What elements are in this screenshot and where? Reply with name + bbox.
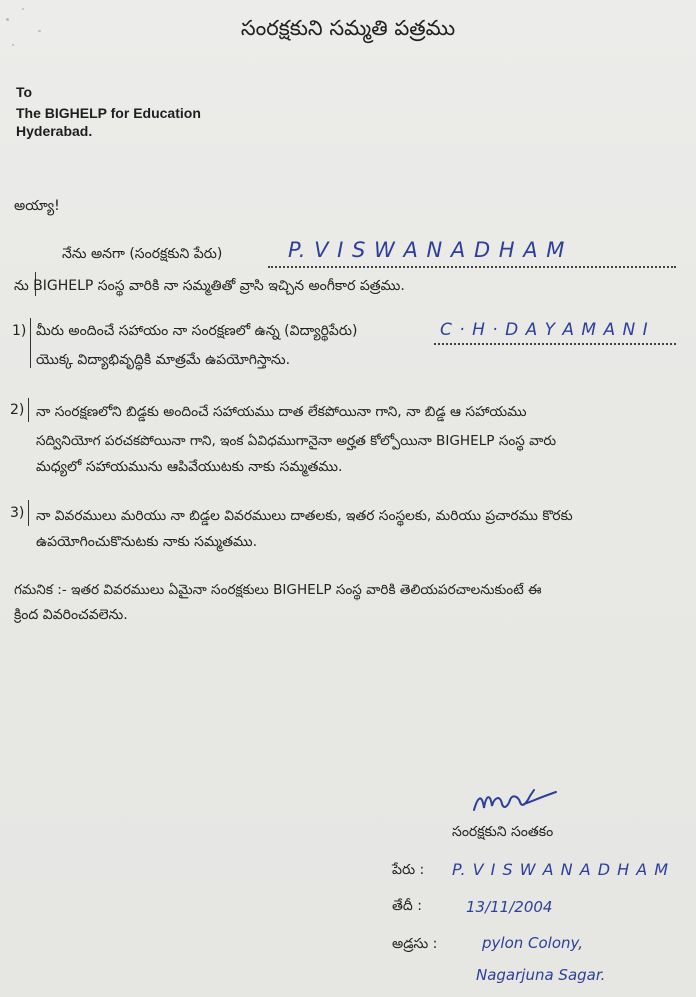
guardian-signature [468,784,564,816]
signature-label: సంరక్షకుని సంతకం [452,824,554,840]
address-line-2: Nagarjuna Sagar. [476,966,606,984]
address-line-1: pylon Colony, [482,934,584,952]
clause-1-line-2: యొక్క విద్యాభివృద్ధికి మాత్రమే ఉపయోగిస్తాను. [36,352,291,368]
recipient-org: The BIGHELP for Education [16,105,201,121]
guardian-name-value: P. V I S W A N A D H A M [288,238,566,262]
clause-1-line-1: మీరు అందించే సహాయం నా సంరక్షణలో ఉన్న (విద్యార్థిపేరు) [36,323,358,339]
student-name-line [434,343,676,345]
date-label: తేదీ : [392,898,422,914]
note-line-1: గమనిక :- ఇతర వివరములు ఏమైనా సంరక్షకులు BIGHELP సంస్థ వారికి తెలియపరచాలనుకుంటే ఈ [14,582,542,598]
note-line-2: క్రింద వివరించవలెను. [14,607,128,623]
recipient-to: To [16,84,33,100]
clause-2-number: 2) [10,402,25,418]
clause-2-bracket [28,398,29,422]
clause-1-bracket [30,318,31,368]
address-label: అడ్రసు : [392,936,438,952]
clause-2-line-1: నా సంరక్షణలోని బిడ్డకు అందించే సహాయము దాత లేకపోయినా గాని, నా బిడ్డ ఆ సహాయము [36,404,527,420]
guardian-name-line [268,266,676,268]
document-title: సంరక్షకుని సమ్మతి పత్రము [240,16,456,40]
signature-name-value: P. V I S W A N A D H A M [452,860,670,879]
clause-3-number: 3) [10,505,25,521]
student-name-value: C · H · D A Y A M A N I [440,320,649,340]
salutation: అయ్యా! [14,198,60,214]
clause-2-line-3: మధ్యలో సహాయమును ఆపివేయుటకు నాకు సమ్మతము. [36,459,343,475]
recipient-city: Hyderabad. [16,123,93,139]
clause-3-bracket [28,500,29,526]
clause-3-line-2: ఉపయోగించుకొనుటకు నాకు సమ్మతము. [36,534,258,550]
clause-1-number: 1) [12,323,27,339]
scan-speck [22,8,24,10]
guardian-name-label: నేను అనగా (సంరక్షకుని పేరు) [62,246,223,262]
clause-3-line-1: నా వివరములు మరియు నా బిడ్డల వివరములు దాతలకు, ఇతర సంస్థలకు, మరియు ప్రచారము కొరకు [36,508,573,524]
clause-2-line-2: సద్వినియోగ పరచకపోయినా గాని, ఇంక ఏవిధముగానైనా అర్హత కోల్పోయినా BIGHELP సంస్థ వారు [36,433,557,449]
date-value: 13/11/2004 [466,898,553,916]
signature-name-label: పేరు : [392,862,425,878]
intro-line-2: ను BIGHELP సంస్థ వారికి నా సమ్మతితో వ్రాసి ఇచ్చిన అంగీకార పత్రము. [14,278,405,294]
